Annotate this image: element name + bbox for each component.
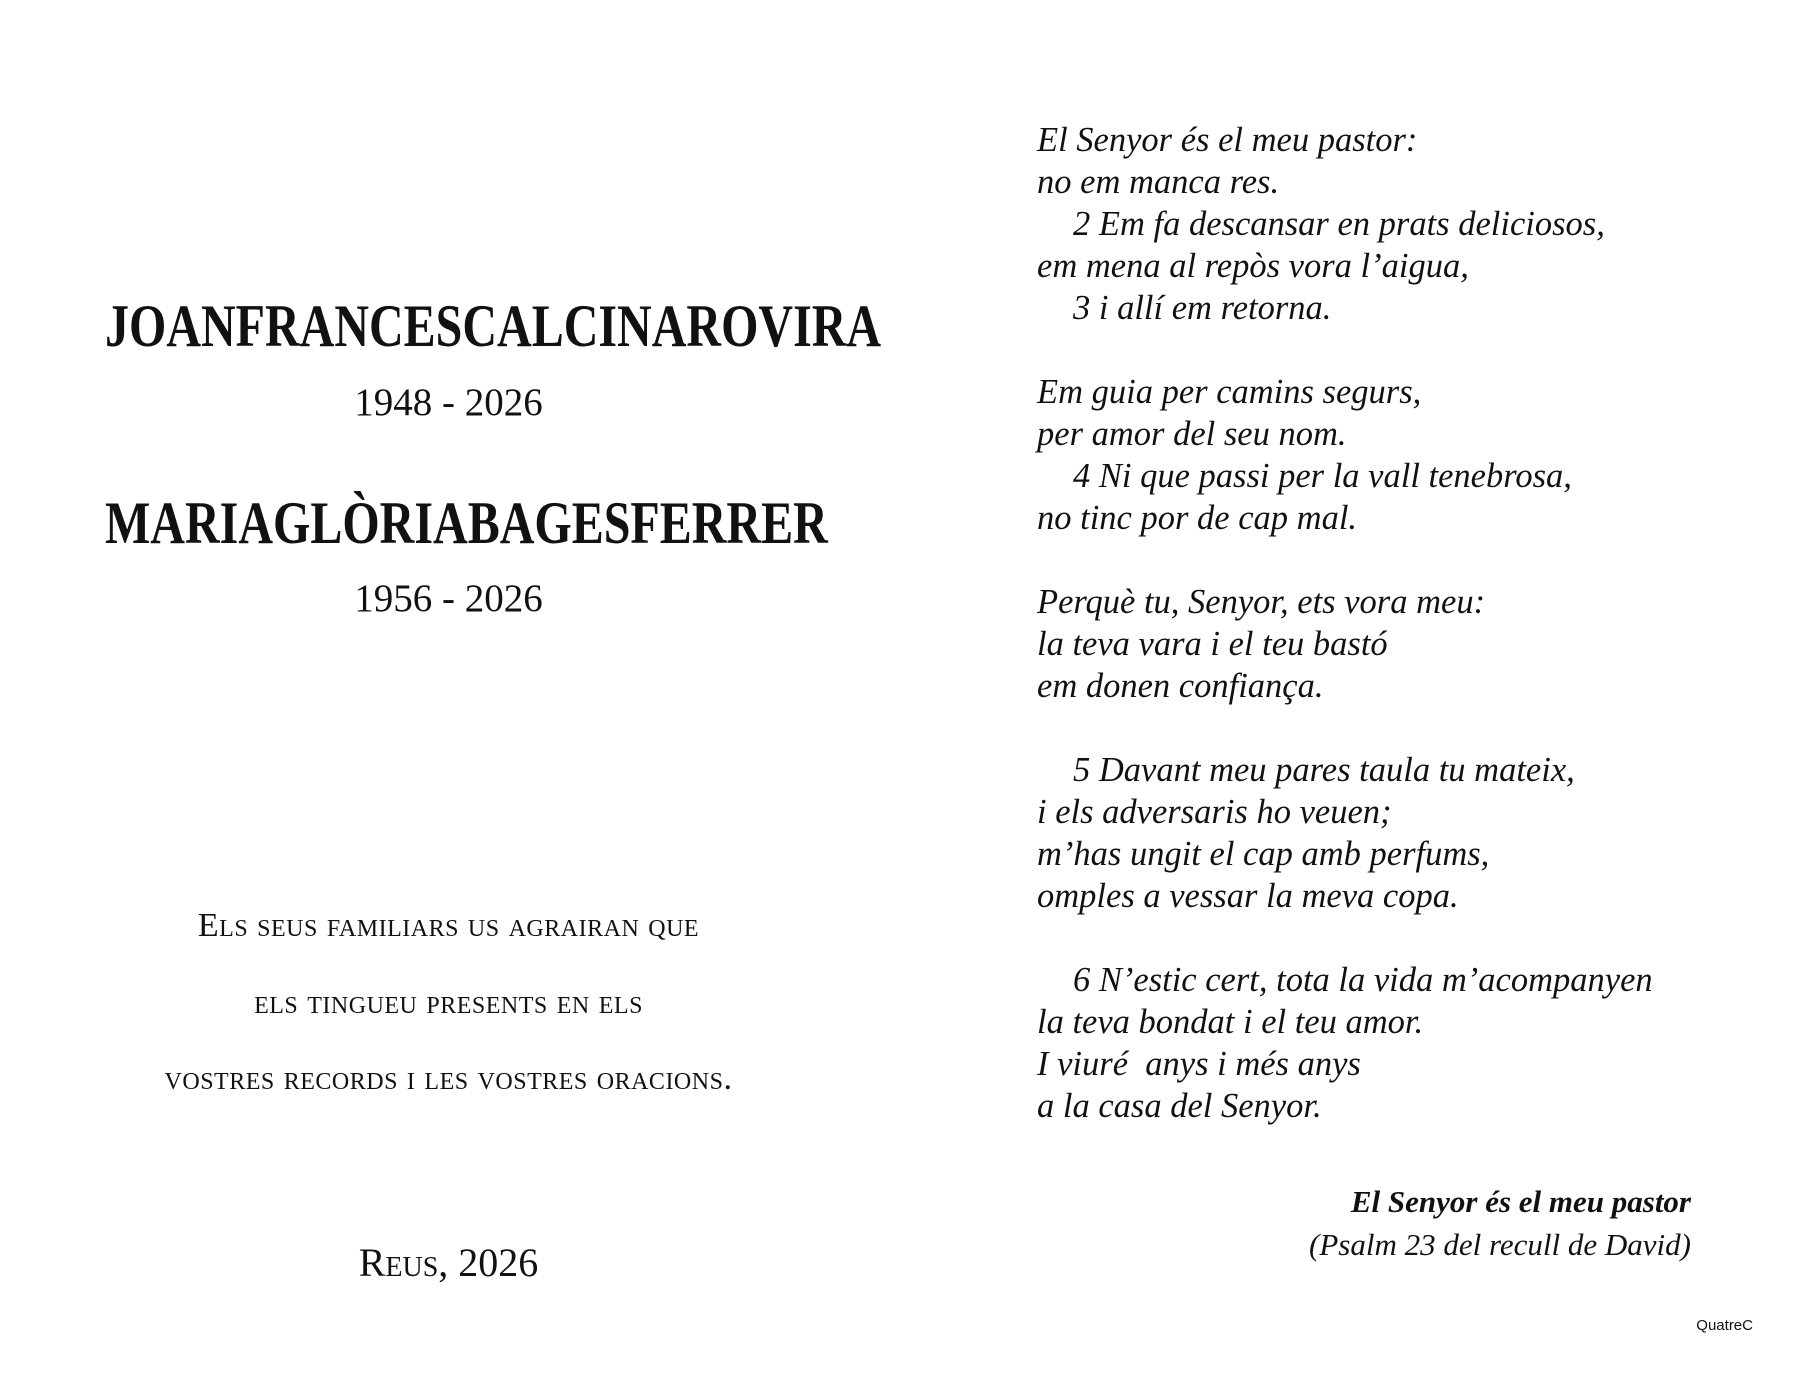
psalm-line: 4 Ni que passi per la vall tenebrosa, [1073,457,1572,495]
psalm-line: m’has ungit el cap amb perfums, [1037,835,1490,873]
psalm-line: 3 i allí em retorna. [1073,289,1332,327]
psalm-line: em mena al repòs vora l’aigua, [1037,247,1469,285]
stanza-gap [1037,539,1757,581]
psalm-line: 6 N’estic cert, tota la vida m’acompanyen [1073,961,1653,999]
name-word: JOAN [105,293,236,359]
psalm-line: I viuré anys i més anys [1037,1045,1361,1083]
psalm-line: no tinc por de cap mal. [1037,499,1358,537]
psalm-line: Em guia per camins segurs, [1037,373,1422,411]
lifespan-2: 1956 - 2026 [354,577,543,620]
deceased-name-2 [105,488,828,558]
psalm-line: per amor del seu nom. [1037,415,1347,453]
name-word: BAGES [467,490,631,556]
thanks-line-1: Els seus familiars us agrairan que [197,907,700,944]
deceased-name-1 [105,291,882,361]
psalm-line: El Senyor és el meu pastor: [1037,121,1418,159]
name-word: MARIA [105,490,273,556]
psalm-line: la teva vara i el teu bastó [1037,625,1388,663]
psalm-line: 2 Em fa descansar en prats deliciosos, [1073,205,1605,243]
left-panel [0,0,897,1382]
psalm-title: El Senyor és el meu pastor [1350,1184,1691,1219]
name-word: FERRER [630,490,828,556]
printer-credit: QuatreC [1696,1317,1753,1334]
psalm-line: omples a vessar la meva copa. [1037,877,1459,915]
psalm-text [1037,119,1757,1127]
psalm-line: 5 Davant meu pares taula tu mateix, [1073,751,1575,789]
psalm-line: Perquè tu, Senyor, ets vora meu: [1037,583,1486,621]
stanza-gap [1037,707,1757,749]
name-word: FRANCESC [235,293,498,359]
lifespan-1: 1948 - 2026 [354,381,543,424]
psalm-line: la teva bondat i el teu amor. [1037,1003,1424,1041]
stanza-gap [1037,329,1757,371]
psalm-line: no em manca res. [1037,163,1280,201]
thanks-line-2: els tingueu presents en els [254,984,643,1021]
name-word: ROVIRA [686,293,882,359]
name-word: GLÒRIA [272,490,468,556]
psalm-line: a la casa del Senyor. [1037,1087,1322,1125]
psalm-source: (Psalm 23 del recull de David) [1309,1227,1691,1262]
place-date: Reus, 2026 [358,1240,539,1285]
name-word: ALCINA [497,293,687,359]
psalm-line: i els adversaris ho veuen; [1037,793,1392,831]
psalm-line: em donen confiança. [1037,667,1324,705]
stanza-gap [1037,917,1757,959]
thanks-line-3: vostres records i les vostres oracions. [164,1060,733,1097]
